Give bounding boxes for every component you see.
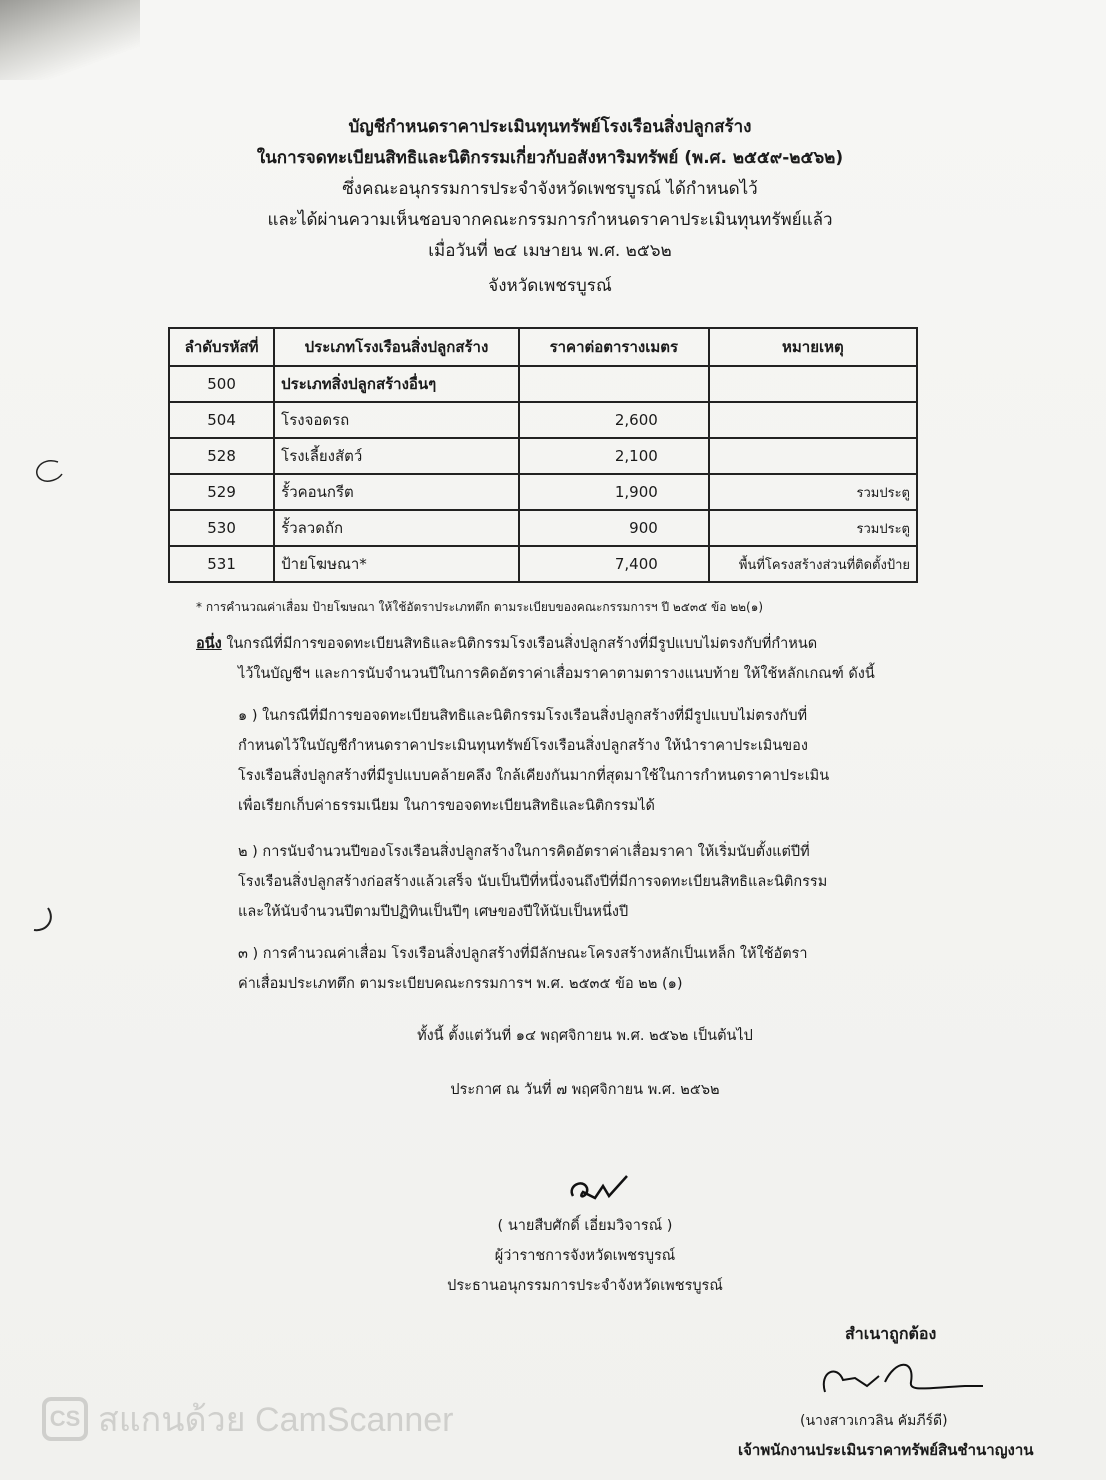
folded-corner <box>0 0 140 80</box>
title-line-1: บัญชีกำหนดราคาประเมินทุนทรัพย์โรงเรือนสิ่งปลูกสร้าง <box>348 117 752 137</box>
table-row <box>169 546 917 582</box>
title-line-5: เมื่อวันที่ ๒๔ เมษายน พ.ศ. ๒๕๖๒ <box>428 241 672 261</box>
table-row <box>169 402 917 438</box>
camscanner-logo-icon: CS <box>42 1397 88 1441</box>
table-header-row <box>169 328 917 366</box>
cell-note: พื้นที่โครงสร้างส่วนที่ติดตั้งป้าย <box>709 546 917 582</box>
announcement-date-line: ประกาศ ณ วันที่ ๗ พฤศจิกายน พ.ศ. ๒๕๖๒ <box>450 1082 720 1098</box>
cell-note: รวมประตู <box>709 510 917 546</box>
certifier-position: เจ้าพนักงานประเมินราคาทรัพย์สินชำนาญงาน <box>738 1441 1034 1459</box>
table-row <box>169 438 917 474</box>
cell-code: 504 <box>169 402 274 438</box>
table-footnote: * การคำนวณค่าเสื่อม ป้ายโฆษณา ให้ใช้อัตราประเภทตึก ตามระเบียบของคณะกรรมการฯ ปี ๒๕๓๕ ข้อ ๒๒(๑) <box>196 600 764 614</box>
title-line-2: ในการจดทะเบียนสิทธิและนิติกรรมเกี่ยวกับอสังหาริมทรัพย์ (พ.ศ. ๒๕๕๙-๒๕๖๒) <box>256 148 844 168</box>
cell-type: โรงจอดรถ <box>274 402 519 438</box>
province-heading: จังหวัดเพชรบูรณ์ <box>488 276 612 296</box>
scan-mark-left <box>28 458 68 484</box>
cell-type: ประเภทสิ่งปลูกสร้างอื่นๆ <box>274 366 519 402</box>
governor-signature <box>565 1168 635 1208</box>
intro-text-1: ในกรณีที่มีการขอจดทะเบียนสิทธิและนิติกรรมโรงเรือนสิ่งปลูกสร้างที่มีรูปแบบไม่ตรงกับที่กำหนด <box>226 636 818 652</box>
item-3-line-1: ๓ ) การคำนวณค่าเสื่อม โรงเรือนสิ่งปลูกสร้างที่มีลักษณะโครงสร้างหลักเป็นเหล็ก ให้ใช้อัตรา <box>238 946 808 962</box>
camscanner-text: สแกนด้วย CamScanner <box>98 1401 454 1439</box>
cell-type: โรงเลี้ยงสัตว์ <box>274 438 519 474</box>
item-1-line-3: โรงเรือนสิ่งปลูกสร้างที่มีรูปแบบคล้ายคลึง ใกล้เคียงกันมากที่สุดมาใช้ในการกำหนดราคาประเมิน <box>238 768 830 784</box>
cell-type: ป้ายโฆษณา* <box>274 546 519 582</box>
cell-note: รวมประตู <box>709 474 917 510</box>
cell-code: 500 <box>169 366 274 402</box>
cell-code: 528 <box>169 438 274 474</box>
item-2-line-3: และให้นับจำนวนปีตามปีปฏิทินเป็นปีๆ เศษของปีให้นับเป็นหนึ่งปี <box>238 904 629 920</box>
title-line-4: และได้ผ่านความเห็นชอบจากคณะกรรมการกำหนดราคาประเมินทุนทรัพย์แล้ว <box>267 210 833 230</box>
cell-note <box>709 438 917 474</box>
effective-date-line: ทั้งนี้ ตั้งแต่วันที่ ๑๔ พฤศจิกายน พ.ศ. ๒๕๖๒ เป็นต้นไป <box>417 1028 753 1044</box>
signatory-position-2: ประธานอนุกรรมการประจำจังหวัดเพชรบูรณ์ <box>447 1278 723 1294</box>
item-2-line-2: โรงเรือนสิ่งปลูกสร้างก่อสร้างแล้วเสร็จ นับเป็นปีที่หนึ่งจนถึงปีที่มีการจดทะเบียนสิทธิและนิติกรรม <box>238 874 828 890</box>
intro-label: อนึ่ง <box>196 636 222 652</box>
intro-paragraph-line-1 <box>196 632 817 655</box>
cell-type: รั้วลวดถัก <box>274 510 519 546</box>
intro-paragraph-line-2: ไว้ในบัญชีฯ และการนับจำนวนปีในการคิดอัตราค่าเสื่อมราคาตามตารางแนบท้าย ให้ใช้หลักเกณฑ์ ดังนี้ <box>238 666 875 682</box>
title-line-3: ซึ่งคณะอนุกรรมการประจำจังหวัดเพชรบูรณ์ ได้กำหนดไว้ <box>342 179 758 199</box>
cell-type: รั้วคอนกรีต <box>274 474 519 510</box>
item-1-line-1: ๑ ) ในกรณีที่มีการขอจดทะเบียนสิทธิและนิติกรรมโรงเรือนสิ่งปลูกสร้างที่มีรูปแบบไม่ตรงกับที่ <box>238 708 808 724</box>
cell-price: 2,600 <box>519 402 709 438</box>
cell-code: 529 <box>169 474 274 510</box>
item-2-line-1: ๒ ) การนับจำนวนปีของโรงเรือนสิ่งปลูกสร้างในการคิดอัตราค่าเสื่อมราคา ให้เริ่มนับตั้งแต่ปีที่ <box>238 844 810 860</box>
cell-price: 900 <box>519 510 709 546</box>
cell-note <box>709 402 917 438</box>
table-row <box>169 510 917 546</box>
certified-copy-label: สำเนาถูกต้อง <box>845 1324 937 1343</box>
item-3-line-2: ค่าเสื่อมประเภทตึก ตามระเบียบคณะกรรมการฯ พ.ศ. ๒๕๓๕ ข้อ ๒๒ (๑) <box>238 976 683 992</box>
certifier-name: (นางสาวเกวลิน คัมภีร์ดี) <box>800 1413 948 1429</box>
cell-price: 2,100 <box>519 438 709 474</box>
col-header-price: ราคาต่อตารางเมตร <box>519 328 709 366</box>
table-row <box>169 366 917 402</box>
certifier-signature <box>815 1352 985 1402</box>
table-row <box>169 474 917 510</box>
cell-code: 530 <box>169 510 274 546</box>
item-1-line-2: กำหนดไว้ในบัญชีกำหนดราคาประเมินทุนทรัพย์โรงเรือนสิ่งปลูกสร้าง ให้นำราคาประเมินของ <box>238 738 808 754</box>
signatory-name: ( นายสืบศักดิ์ เอี่ยมวิจารณ์ ) <box>497 1218 673 1234</box>
cell-note <box>709 366 917 402</box>
camscanner-watermark <box>42 1392 453 1446</box>
cell-code: 531 <box>169 546 274 582</box>
cell-price: 7,400 <box>519 546 709 582</box>
cell-price: 1,900 <box>519 474 709 510</box>
col-header-note: หมายเหตุ <box>709 328 917 366</box>
price-table <box>168 327 918 583</box>
item-1-line-4: เพื่อเรียกเก็บค่าธรรมเนียม ในการขอจดทะเบียนสิทธิและนิติกรรมได้ <box>238 798 655 814</box>
signatory-position-1: ผู้ว่าราชการจังหวัดเพชรบูรณ์ <box>494 1248 676 1264</box>
col-header-type: ประเภทโรงเรือนสิ่งปลูกสร้าง <box>274 328 519 366</box>
col-header-code: ลำดับรหัสที่ <box>169 328 274 366</box>
scan-mark-left-2 <box>30 906 56 936</box>
document-title <box>160 112 940 267</box>
cell-price <box>519 366 709 402</box>
